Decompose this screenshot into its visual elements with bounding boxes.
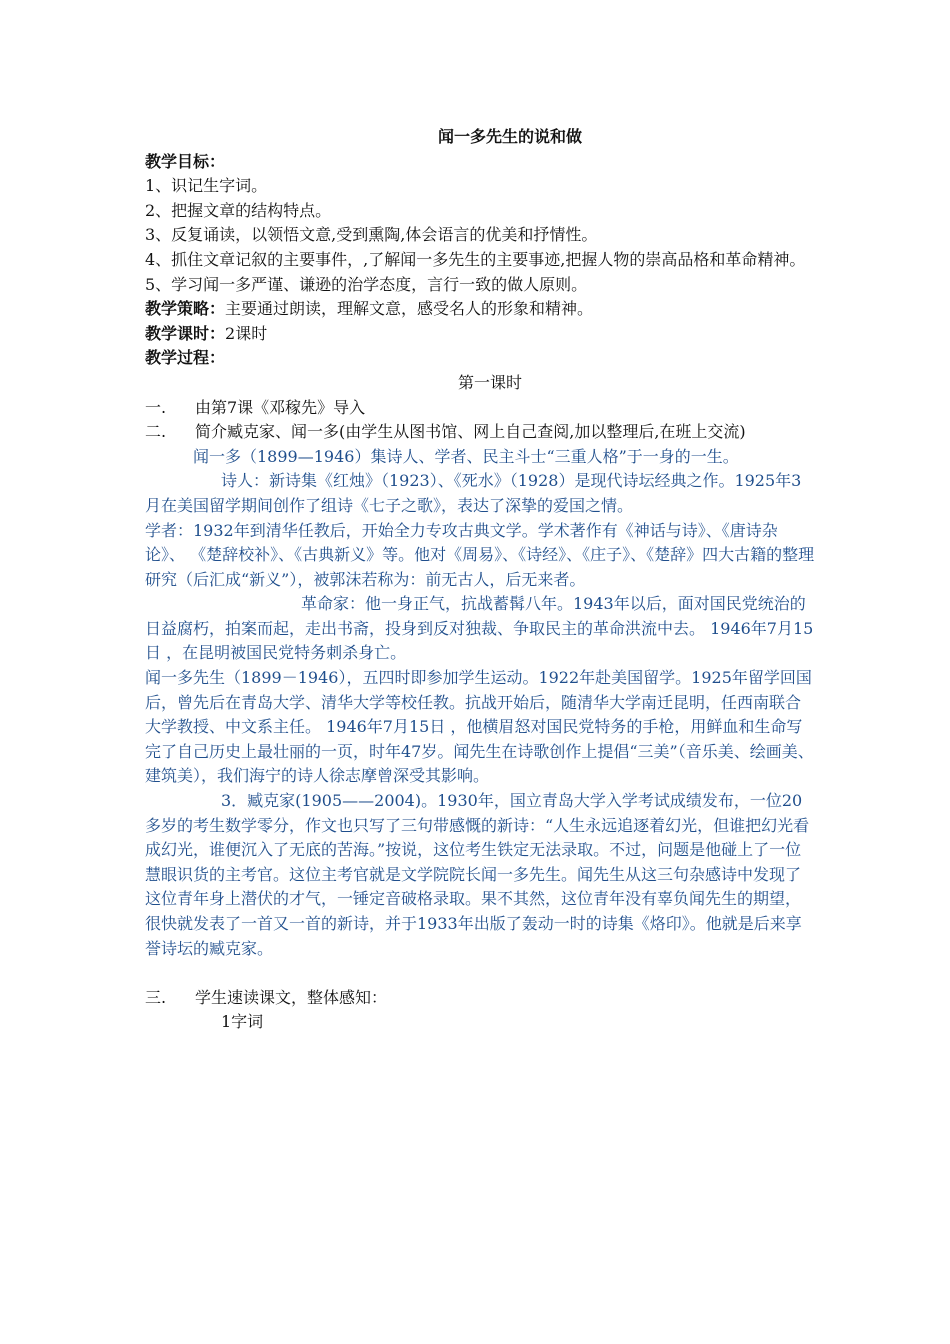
section-text: 学生速读课文，整体感知：: [195, 987, 388, 1007]
document-body: [145, 125, 815, 1035]
strategy-text: 主要通过朗读，理解文意，感受名人的形象和精神。: [225, 299, 594, 319]
hours-text: 2课时: [225, 323, 268, 343]
hours-label: 教学课时：: [145, 323, 226, 343]
revolutionary-paragraph: 革命家：他一身正气，抗战蓄髯八年。1943年以后，面对国民党统治的日益腐朽，拍案而起，走出书斋，投身到反对独裁、争取民主的革命洪流中去。 1946年7月15日 ，在昆明被国民党特务刺杀身亡。: [145, 594, 814, 663]
hours-row: [145, 322, 815, 347]
poet-paragraph: 诗人：新诗集《红烛》（1923）、《死水》（1928）是现代诗坛经典之作。1925年3月在美国留学期间创作了组诗《七子之歌》，表达了深挚的爱国之情。: [145, 471, 802, 515]
strategy-label: 教学策略：: [145, 299, 226, 319]
lesson-title: 第一课时: [457, 372, 522, 392]
page-title: 闻一多先生的说和做: [437, 127, 582, 146]
section-number: 三.: [145, 987, 167, 1007]
goals-heading: 教学目标：: [145, 151, 226, 171]
process-heading: 教学过程：: [145, 348, 226, 368]
section-text: 简介臧克家、闻一多(由学生从图书馆、网上自己查阅,加以整理后,在班上交流): [195, 422, 746, 442]
section-number: 二.: [145, 422, 167, 442]
goal-item: 3、反复诵读，以领悟文意,受到熏陶,体会语言的优美和抒情性。: [145, 225, 598, 245]
goal-item: 4、抓住文章记叙的主要事件，,了解闻一多先生的主要事迹,把握人物的崇高品格和革命精神。: [145, 249, 806, 269]
wen-intro-paragraph: 闻一多（1899—1946）集诗人、学者、民主斗士“三重人格”于一身的一生。: [193, 446, 739, 466]
section-number: 一.: [145, 397, 167, 417]
spacer: [145, 961, 815, 986]
zang-paragraph: 3．臧克家(1905——2004)。1930年，国立青岛大学入学考试成绩发布，一位20多岁的考生数学零分，作文也只写了三句带感慨的新诗：“人生永远追逐着幻光，但谁把幻光看成幻光，谁便沉入了无底的苦海。”按说，这位考生铁定无法录取。不过，问题是他碰上了一位慧眼识货的主考官。这位主考官就是文学院院长闻一多先生。闻先生从这三句杂感诗中发现了这位青年身上潜伏的才气，一锤定音破格录取。果不其然，这位青年没有辜负闻先生的期望，很快就发表了一首又一首的新诗，并于1933年出版了轰动一时的诗集《烙印》。他就是后来享誉诗坛的臧克家。: [145, 791, 810, 958]
goal-item: 2、把握文章的结构特点。: [145, 200, 332, 220]
subsection-vocab: 1字词: [221, 1012, 264, 1032]
strategy-row: [145, 297, 815, 322]
section-one: [145, 396, 815, 421]
section-two: [145, 420, 815, 445]
wen-bio-paragraph: 闻一多先生（1899－1946），五四时即参加学生运动。1922年赴美国留学。1925年留学回国后，曾先后在青岛大学、清华大学等校任教。抗战开始后，随清华大学南迁昆明，任西南联合大学教授、中文系主任。 1946年7月15日 ，他横眉怒对国民党特务的手枪，用鲜血和生命写完了自己历史上最壮丽的一页，时年47岁。闻先生在诗歌创作上提倡“三美”（音乐美、绘画美、建筑美），我们海宁的诗人徐志摩曾深受其影响。: [145, 668, 814, 786]
goal-item: 5、学习闻一多严谨、谦逊的治学态度，言行一致的做人原则。: [145, 274, 588, 294]
section-text: 由第7课《邓稼先》导入: [195, 397, 366, 417]
goal-item: 1、识记生字词。: [145, 176, 268, 196]
scholar-paragraph: 学者：1932年到清华任教后，开始全力专攻古典文学。学术著作有《神话与诗》、《唐诗杂论》、 《楚辞校补》、《古典新义》等。他对《周易》、《诗经》、《庄子》、《楚辞》四大古籍的整理研究（后汇成“新义”），被郭沫若称为：前无古人，后无来者。: [145, 520, 815, 589]
section-three: [145, 986, 815, 1011]
